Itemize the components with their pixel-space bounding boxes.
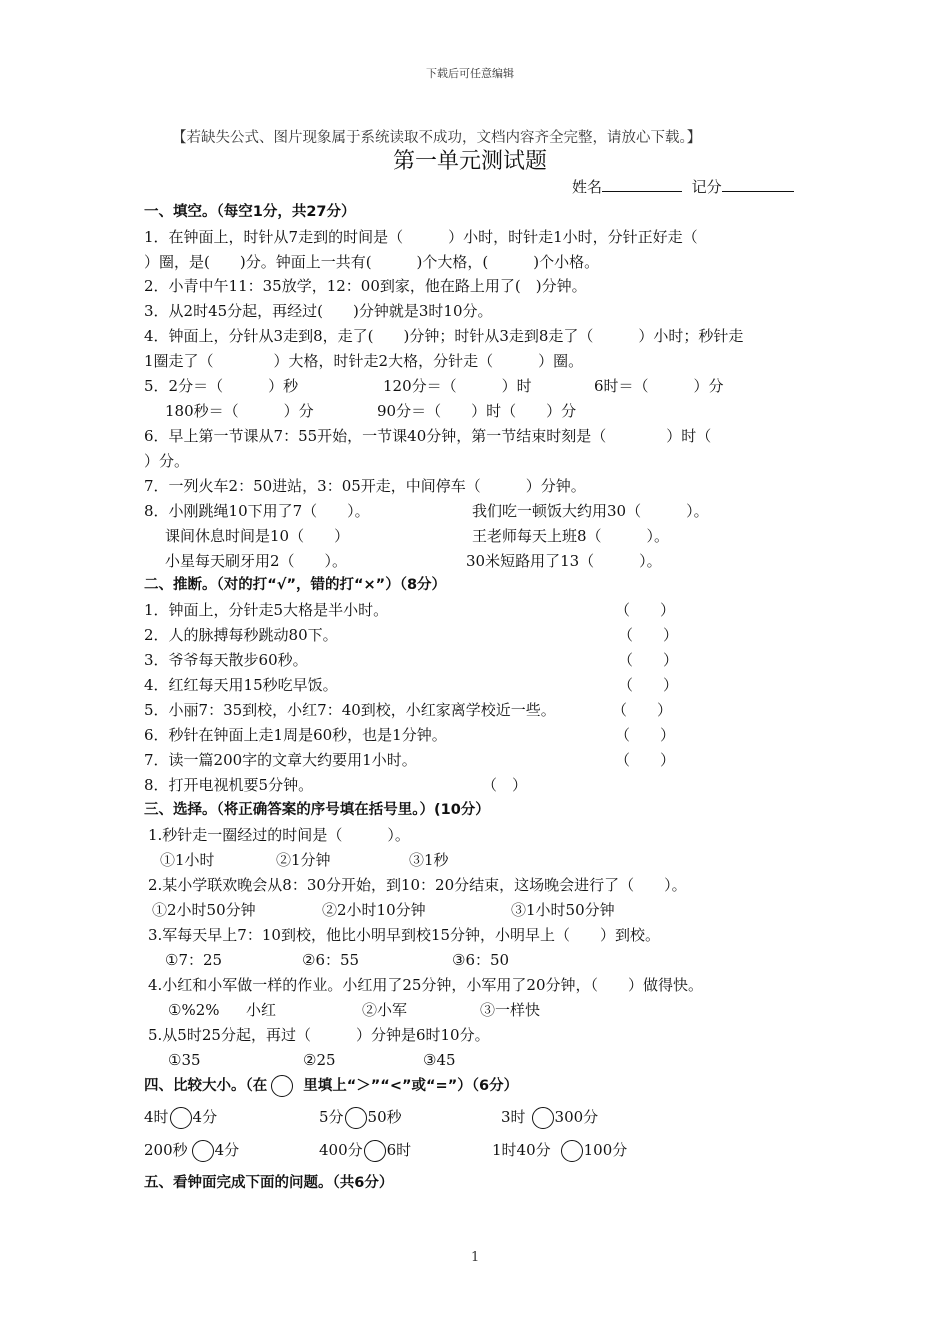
judge-paren[interactable]: （ ） bbox=[615, 726, 676, 744]
s1-q8e: 小星每天刷牙用2（ ）。 bbox=[165, 552, 348, 570]
compare-right: 4分 bbox=[192, 1108, 218, 1126]
choice-option[interactable]: ②25 bbox=[303, 1051, 336, 1069]
s1-line: ）分。 bbox=[144, 452, 190, 470]
section-5-heading: 五、看钟面完成下面的问题。（共6分） bbox=[144, 1175, 394, 1191]
s1-line: 2．小青中午11：35放学，12：00到家，他在路上用了( )分钟。 bbox=[144, 277, 587, 295]
choice-option[interactable]: ①2小时50分钟 bbox=[152, 901, 256, 919]
page-title: 第一单元测试题 bbox=[393, 149, 548, 174]
section-3-heading: 三、选择。（将正确答案的序号填在括号里。）(10分） bbox=[144, 802, 490, 818]
s1-line: 1．在钟面上，时针从7走到的时间是（ ）小时，时针走1小时，分针正好走（ bbox=[144, 228, 698, 246]
judge-paren[interactable]: （ ） bbox=[615, 601, 676, 619]
compare-circle[interactable] bbox=[192, 1140, 214, 1162]
judge-paren[interactable]: （ ） bbox=[618, 676, 679, 694]
compare-right: 50秒 bbox=[367, 1108, 402, 1126]
s1-q8c: 课间休息时间是10（ ） bbox=[165, 527, 350, 545]
compare-item bbox=[492, 1140, 627, 1162]
compare-circle[interactable] bbox=[170, 1107, 192, 1129]
s1-line: 1圈走了（ ）大格，时针走2大格，分针走（ ）圈。 bbox=[144, 352, 584, 370]
choice-option[interactable]: ②6：55 bbox=[302, 951, 360, 969]
judge-paren[interactable]: （ ） bbox=[615, 751, 676, 769]
choice-question: 3.军每天早上7：10到校，他比小明早到校15分钟，小明早上（ ）到校。 bbox=[148, 926, 661, 944]
compare-left: 200秒 bbox=[144, 1141, 188, 1159]
choice-option[interactable]: ①1小时 bbox=[160, 851, 215, 869]
compare-item bbox=[501, 1107, 598, 1129]
s1-q8d: 王老师每天上班8（ ）。 bbox=[472, 527, 670, 545]
choice-question: 4.小红和小军做一样的作业。小红用了25分钟，小军用了20分钟，（ ）做得快。 bbox=[148, 976, 703, 994]
download-notice: 【若缺失公式、图片现象属于系统读取不成功，文档内容齐全完整，请放心下载。】 bbox=[172, 130, 702, 146]
judge-item: 2．人的脉搏每秒跳动80下。 bbox=[144, 626, 338, 644]
score-blank[interactable] bbox=[722, 177, 794, 192]
compare-right: 4分 bbox=[214, 1141, 240, 1159]
s1-line: 6．早上第一节课从7：55开始，一节课40分钟，第一节结束时刻是（ ）时（ bbox=[144, 427, 712, 445]
choice-option[interactable]: ①35 bbox=[168, 1051, 201, 1069]
s1-q5e: 90分＝（ ）时（ ）分 bbox=[377, 402, 577, 420]
choice-question: 2.某小学联欢晚会从8：30分开始，到10：20分结束，这场晚会进行了（ ）。 bbox=[148, 876, 687, 894]
judge-paren[interactable]: （ ） bbox=[612, 701, 673, 719]
s1-line: 7．一列火车2：50进站，3：05开走，中间停车（ ）分钟。 bbox=[144, 477, 586, 495]
judge-item: 7．读一篇200字的文章大约要用1小时。 bbox=[144, 751, 417, 769]
section-4-heading bbox=[144, 1075, 518, 1097]
choice-question: 5.从5时25分起，再过（ ）分钟是6时10分。 bbox=[148, 1026, 490, 1044]
choice-option[interactable]: ①%2% bbox=[168, 1001, 220, 1019]
choice-option[interactable]: ③1秒 bbox=[409, 851, 449, 869]
judge-item: 3．爷爷每天散步60秒。 bbox=[144, 651, 308, 669]
s1-line: 4．钟面上，分针从3走到8，走了( )分钟；时针从3走到8走了（ ）小时；秒针走 bbox=[144, 327, 744, 345]
compare-right: 300分 bbox=[554, 1108, 599, 1126]
section-1-heading: 一、填空。（每空1分，共27分） bbox=[144, 204, 356, 220]
name-blank[interactable] bbox=[602, 177, 682, 192]
compare-left: 1时40分 bbox=[492, 1141, 551, 1159]
judge-paren[interactable]: （ ） bbox=[618, 626, 679, 644]
choice-option[interactable]: ③1小时50分钟 bbox=[511, 901, 615, 919]
name-score-line bbox=[572, 177, 794, 197]
choice-question: 1.秒针走一圈经过的时间是（ ）。 bbox=[148, 826, 410, 844]
compare-right: 6时 bbox=[386, 1141, 412, 1159]
judge-item: 5．小丽7：35到校，小红7：40到校，小红家离学校近一些。 bbox=[144, 701, 556, 719]
choice-option[interactable]: ②小军 bbox=[362, 1001, 408, 1019]
judge-item: 4．红红每天用15秒吃早饭。 bbox=[144, 676, 338, 694]
s1-q5d: 180秒＝（ ）分 bbox=[165, 402, 314, 420]
compare-item bbox=[319, 1107, 402, 1129]
compare-item bbox=[144, 1140, 239, 1162]
choice-option[interactable]: ③6：50 bbox=[452, 951, 510, 969]
s1-q8b: 我们吃一顿饭大约用30（ ）。 bbox=[472, 502, 709, 520]
s1-q5b: 120分＝（ ）时 bbox=[383, 377, 532, 395]
compare-left: 5分 bbox=[319, 1108, 344, 1126]
compare-left: 400分 bbox=[319, 1141, 363, 1159]
choice-option[interactable]: ①7：25 bbox=[165, 951, 223, 969]
section-4-heading-pre: 四、比较大小。（在 bbox=[144, 1078, 268, 1094]
s1-line: ）圈，是( )分。钟面上一共有( )个大格，( )个小格。 bbox=[144, 253, 600, 271]
s1-q8f: 30米短路用了13（ ）。 bbox=[466, 552, 662, 570]
compare-circle-icon bbox=[271, 1075, 293, 1097]
score-label: 记分 bbox=[691, 178, 722, 196]
s1-q5a: 5．2分＝（ ）秒 bbox=[144, 377, 299, 395]
header-note: 下载后可任意编辑 bbox=[426, 67, 514, 80]
judge-item: 6．秒针在钟面上走1周是60秒，也是1分钟。 bbox=[144, 726, 447, 744]
compare-circle[interactable] bbox=[364, 1140, 386, 1162]
compare-right: 100分 bbox=[583, 1141, 628, 1159]
choice-option[interactable]: ②2小时10分钟 bbox=[322, 901, 426, 919]
compare-circle[interactable] bbox=[345, 1107, 367, 1129]
compare-left: 3时 bbox=[501, 1108, 526, 1126]
choice-option[interactable]: ③45 bbox=[423, 1051, 456, 1069]
section-4-heading-post: 里填上“＞”“<”或“=”）（6分） bbox=[303, 1078, 519, 1094]
compare-item bbox=[319, 1140, 411, 1162]
compare-circle[interactable] bbox=[561, 1140, 583, 1162]
judge-paren[interactable]: （ ） bbox=[482, 776, 528, 794]
s1-q8a: 8．小刚跳绳10下用了7（ ）。 bbox=[144, 502, 370, 520]
name-label: 姓名 bbox=[572, 178, 603, 196]
s1-q5c: 6时＝（ ）分 bbox=[594, 377, 724, 395]
compare-item bbox=[144, 1107, 217, 1129]
s1-line: 3．从2时45分起，再经过( )分钟就是3时10分。 bbox=[144, 302, 493, 320]
choice-option[interactable]: ③一样快 bbox=[480, 1001, 541, 1019]
compare-circle[interactable] bbox=[532, 1107, 554, 1129]
choice-option[interactable]: 小红 bbox=[246, 1001, 277, 1019]
page-number: 1 bbox=[471, 1250, 480, 1265]
choice-option[interactable]: ②1分钟 bbox=[276, 851, 331, 869]
section-2-heading: 二、推断。（对的打“√”，错的打“×”）（8分） bbox=[144, 577, 447, 593]
judge-paren[interactable]: （ ） bbox=[618, 651, 679, 669]
judge-item: 8．打开电视机要5分钟。 bbox=[144, 776, 314, 794]
judge-item: 1．钟面上，分针走5大格是半小时。 bbox=[144, 601, 389, 619]
compare-left: 4时 bbox=[144, 1108, 169, 1126]
